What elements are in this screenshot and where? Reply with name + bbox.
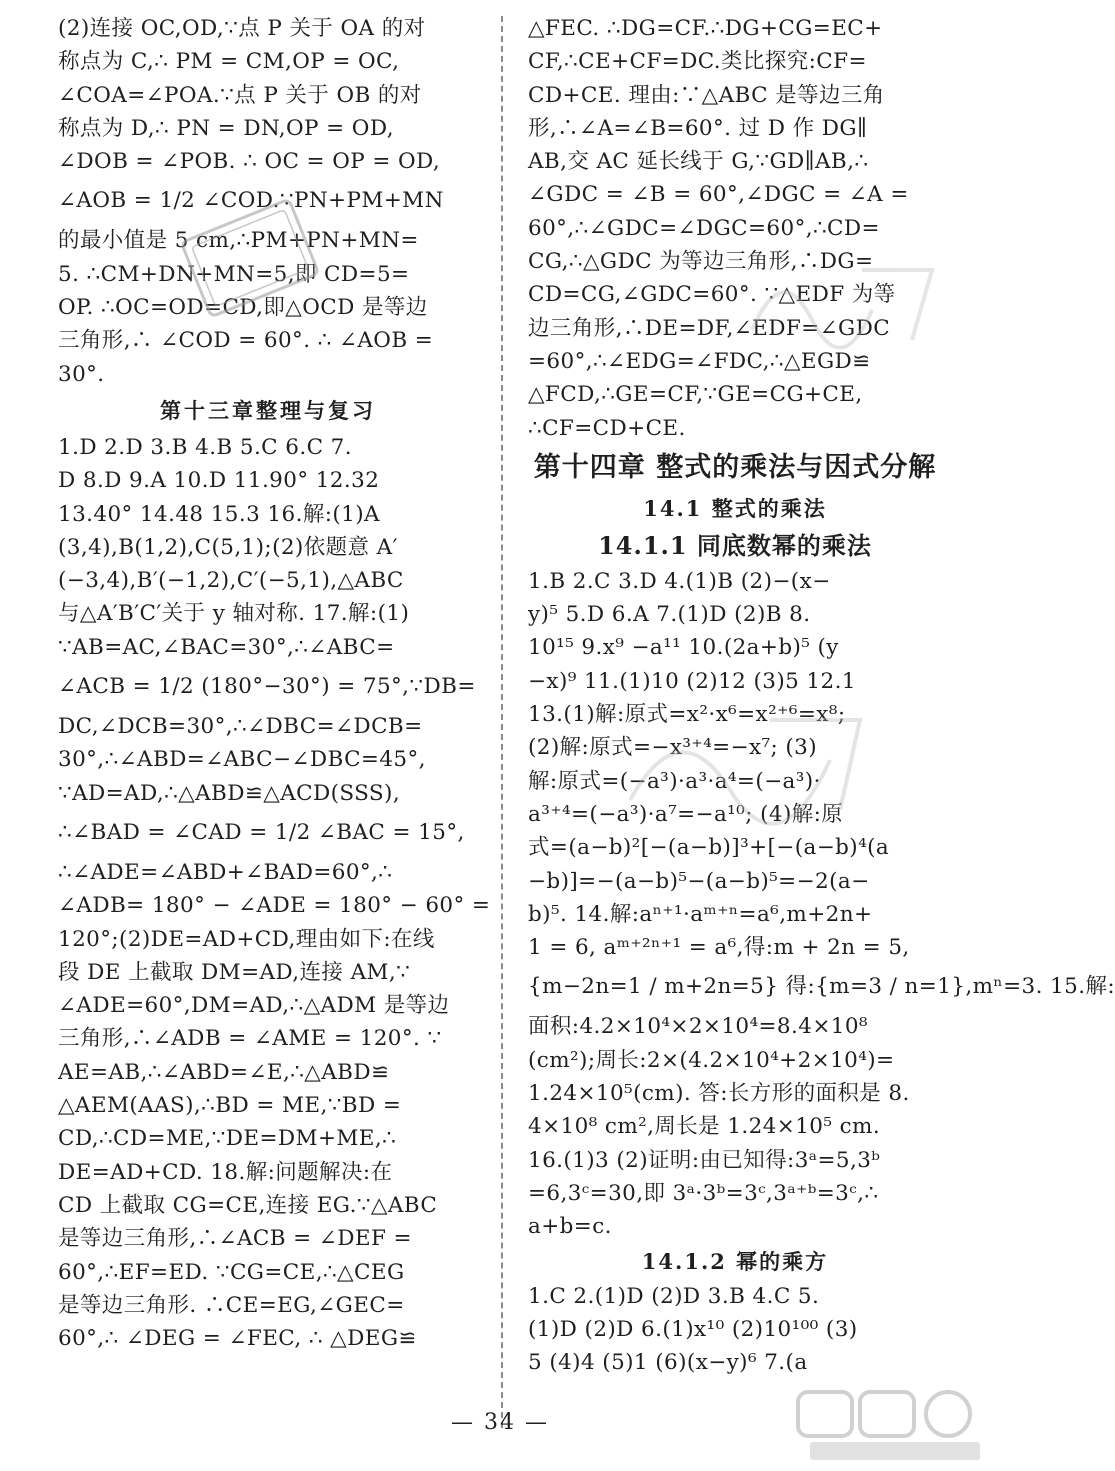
text-line: b)⁵. 14.解:aⁿ⁺¹·aᵐ⁺ⁿ=a⁶,m+2n+ (528, 901, 873, 927)
text-line: 1.24×10⁵(cm). 答:长方形的面积是 8. (528, 1081, 910, 1107)
text-line: ∠AOB = 1/2 ∠COD.∵PN+PM+MN (58, 188, 444, 214)
text-line: 1 = 6, aᵐ⁺²ⁿ⁺¹ = a⁶,得:m + 2n = 5, (528, 935, 910, 961)
right-text-block-1 (528, 12, 942, 445)
text-line: 边三角形,∴DE=DF,∠EDF=∠GDC (528, 315, 891, 341)
text-line: (1)D (2)D 6.(1)x¹⁰ (2)10¹⁰⁰ (3) (528, 1316, 858, 1342)
text-line: ∠DOB = ∠POB. ∴ OC = OP = OD, (58, 149, 441, 175)
text-line: △FEC. ∴DG=CF.∴DG+CG=EC+ (528, 16, 883, 41)
watermark-icon (620, 700, 880, 820)
text-line: △FCD,∴GE=CF,∵GE=CG+CE, (528, 382, 863, 408)
text-line: a+b=c. (528, 1214, 612, 1240)
text-line: =6,3ᶜ=30,即 3ᵃ·3ᵇ=3ᶜ,3ᵃ⁺ᵇ=3ᶜ,∴ (528, 1180, 879, 1206)
text-line: 1.D 2.D 3.B 4.B 5.C 6.C 7. (58, 434, 352, 460)
text-line: D 8.D 9.A 10.D 11.90° 12.32 (58, 468, 380, 494)
text-line: 三角形,∴∠ADB = ∠AME = 120°. ∵ (58, 1026, 442, 1052)
text-line: (2)解:原式=−x³⁺⁴=−x⁷; (3) (528, 735, 818, 761)
text-line: ∠ACB = 1/2 (180°−30°) = 75°,∵DB= (58, 674, 476, 700)
right-text-block-3 (528, 1280, 942, 1380)
text-line: {m−2n=1 / m+2n=5} 得:{m=3 / n=1},mⁿ=3. 15.解: (528, 974, 1115, 1000)
text-line: 段 DE 上截取 DM=AD,连接 AM,∵ (58, 959, 411, 985)
text-line: 60°,∴EF=ED. ∵CG=CE,∴△CEG (58, 1259, 405, 1285)
text-line: 1.C 2.(1)D (2)D 3.B 4.C 5. (528, 1283, 820, 1309)
text-line: 是等边三角形. ∴CE=EG,∠GEC= (58, 1292, 405, 1318)
text-line: 120°;(2)DE=AD+CD,理由如下:在线 (58, 926, 435, 952)
text-line: 面积:4.2×10⁴×2×10⁴=8.4×10⁸ (528, 1014, 868, 1040)
text-line: OP. ∴OC=OD=CD,即△OCD 是等边 (58, 295, 428, 321)
text-line: CD,∴CD=ME,∵DE=DM+ME,∴ (58, 1126, 397, 1152)
subsection-title: 14.1.1 同底数幂的乘法 (598, 530, 872, 560)
text-line: (3,4),B(1,2),C(5,1);(2)依题意 A′ (58, 534, 398, 560)
text-line: ∠ADB= 180° − ∠ADE = 180° − 60° = (58, 893, 491, 919)
page-number: — 34 — (451, 1410, 549, 1435)
text-line: 5. ∴CM+DN+MN=5,即 CD=5= (58, 261, 410, 287)
text-line: 解:原式=(−a³)·a³·a⁴=(−a³)· (528, 768, 821, 794)
text-line: ∴∠ADE=∠ABD+∠BAD=60°,∴ (58, 859, 393, 885)
section-title: 14.1 整式的乘法 (643, 495, 827, 521)
text-line: 10¹⁵ 9.x⁹ −a¹¹ 10.(2a+b)⁵ (y (528, 635, 839, 661)
text-line: ∵AD=AD,∴△ABD≌△ACD(SSS), (58, 780, 401, 806)
text-line: △AEM(AAS),∴BD = ME,∵BD = (58, 1093, 402, 1119)
site-logo-icon (790, 1386, 990, 1466)
text-line: ∠GDC = ∠B = 60°,∠DGC = ∠A = (528, 182, 909, 208)
text-line: 三角形,∴ ∠COD = 60°. ∴ ∠AOB = (58, 328, 434, 354)
text-line: =60°,∴∠EDG=∠FDC,∴△EGD≌ (528, 348, 871, 374)
text-line: CF,∴CE+CF=DC.类比探究:CF= (528, 49, 867, 75)
text-line: 与△A′B′C′关于 y 轴对称. 17.解:(1) (58, 601, 410, 627)
text-line: AE=AB,∴∠ABD=∠E,∴△ABD≌ (58, 1059, 390, 1085)
text-line: 13.40° 14.48 15.3 16.解:(1)A (58, 501, 380, 527)
text-line: 13.(1)解:原式=x²·x⁶=x²⁺⁶=x⁸; (528, 702, 846, 728)
text-line: AB,交 AC 延长线于 G,∵GD∥AB,∴ (528, 149, 869, 175)
text-line: (2)连接 OC,OD,∵点 P 关于 OA 的对 (58, 16, 426, 41)
text-line: CG,∴△GDC 为等边三角形,∴DG= (528, 249, 874, 275)
text-line: y)⁵ 5.D 6.A 7.(1)D (2)B 8. (528, 602, 811, 628)
text-line: CD 上截取 CG=CE,连接 EG.∵△ABC (58, 1192, 438, 1218)
text-line: 1.B 2.C 3.D 4.(1)B (2)−(x− (528, 568, 831, 594)
text-line: ∴CF=CD+CE. (528, 415, 686, 441)
text-line: 30°. (58, 361, 105, 387)
text-line: 60°,∴∠GDC=∠DGC=60°,∴CD= (528, 215, 880, 241)
text-line: ∵AB=AC,∠BAC=30°,∴∠ABC= (58, 634, 395, 660)
chapter-title: 第十四章 整式的乘法与因式分解 (533, 451, 937, 483)
text-line: 5 (4)4 (5)1 (6)(x−y)⁶ 7.(a (528, 1350, 808, 1376)
left-text-block-2 (58, 431, 491, 1355)
text-line: 60°,∴ ∠DEG = ∠FEC, ∴ △DEG≌ (58, 1326, 417, 1352)
watermark-icon (742, 240, 962, 360)
text-line: 4×10⁸ cm²,周长是 1.24×10⁵ cm. (528, 1114, 881, 1140)
right-column (528, 12, 1115, 1379)
text-line: 形,∴∠A=∠B=60°. 过 D 作 DG∥ (528, 115, 868, 141)
text-line: −b)]=−(a−b)⁵−(a−b)⁵=−2(a− (528, 868, 870, 894)
text-line: 的最小值是 5 cm,∴PM+PN+MN= (58, 228, 419, 254)
text-line: ∠ADE=60°,DM=AD,∴△ADM 是等边 (58, 993, 450, 1019)
right-text-block-2 (528, 565, 1115, 1244)
subsection-title: 14.1.2 幂的乘方 (641, 1248, 829, 1274)
text-line: a³⁺⁴=(−a³)·a⁷=−a¹⁰; (4)解:原 (528, 801, 844, 827)
text-line: 30°,∴∠ABD=∠ABC−∠DBC=45°, (58, 747, 426, 773)
text-line: −x)⁹ 11.(1)10 (2)12 (3)5 12.1 (528, 668, 856, 694)
text-line: ∠COA=∠POA.∵点 P 关于 OB 的对 (58, 82, 422, 108)
text-line: CD=CG,∠GDC=60°. ∵△EDF 为等 (528, 282, 896, 308)
text-line: 16.(1)3 (2)证明:由已知得:3ᵃ=5,3ᵇ (528, 1147, 881, 1173)
stamp-watermark-icon (170, 188, 330, 328)
text-line: (−3,4),B′(−1,2),C′(−5,1),△ABC (58, 568, 404, 594)
section-heading-chapter13-review: 第十三章整理与复习 (160, 397, 376, 423)
text-line: DC,∠DCB=30°,∴∠DBC=∠DCB= (58, 714, 423, 740)
text-line: 称点为 C,∴ PM = CM,OP = OC, (58, 49, 400, 75)
text-line: (cm²);周长:2×(4.2×10⁴+2×10⁴)= (528, 1047, 895, 1073)
column-divider (501, 16, 503, 1428)
text-line: DE=AD+CD. 18.解:问题解决:在 (58, 1159, 393, 1185)
text-line: 是等边三角形,∴∠ACB = ∠DEF = (58, 1226, 412, 1252)
text-line: 式=(a−b)²[−(a−b)]³+[−(a−b)⁴(a (528, 835, 890, 861)
text-line: ∴∠BAD = ∠CAD = 1/2 ∠BAC = 15°, (58, 819, 465, 845)
text-line: 称点为 D,∴ PN = DN,OP = OD, (58, 115, 394, 141)
text-line: CD+CE. 理由:∵△ABC 是等边三角 (528, 82, 885, 108)
